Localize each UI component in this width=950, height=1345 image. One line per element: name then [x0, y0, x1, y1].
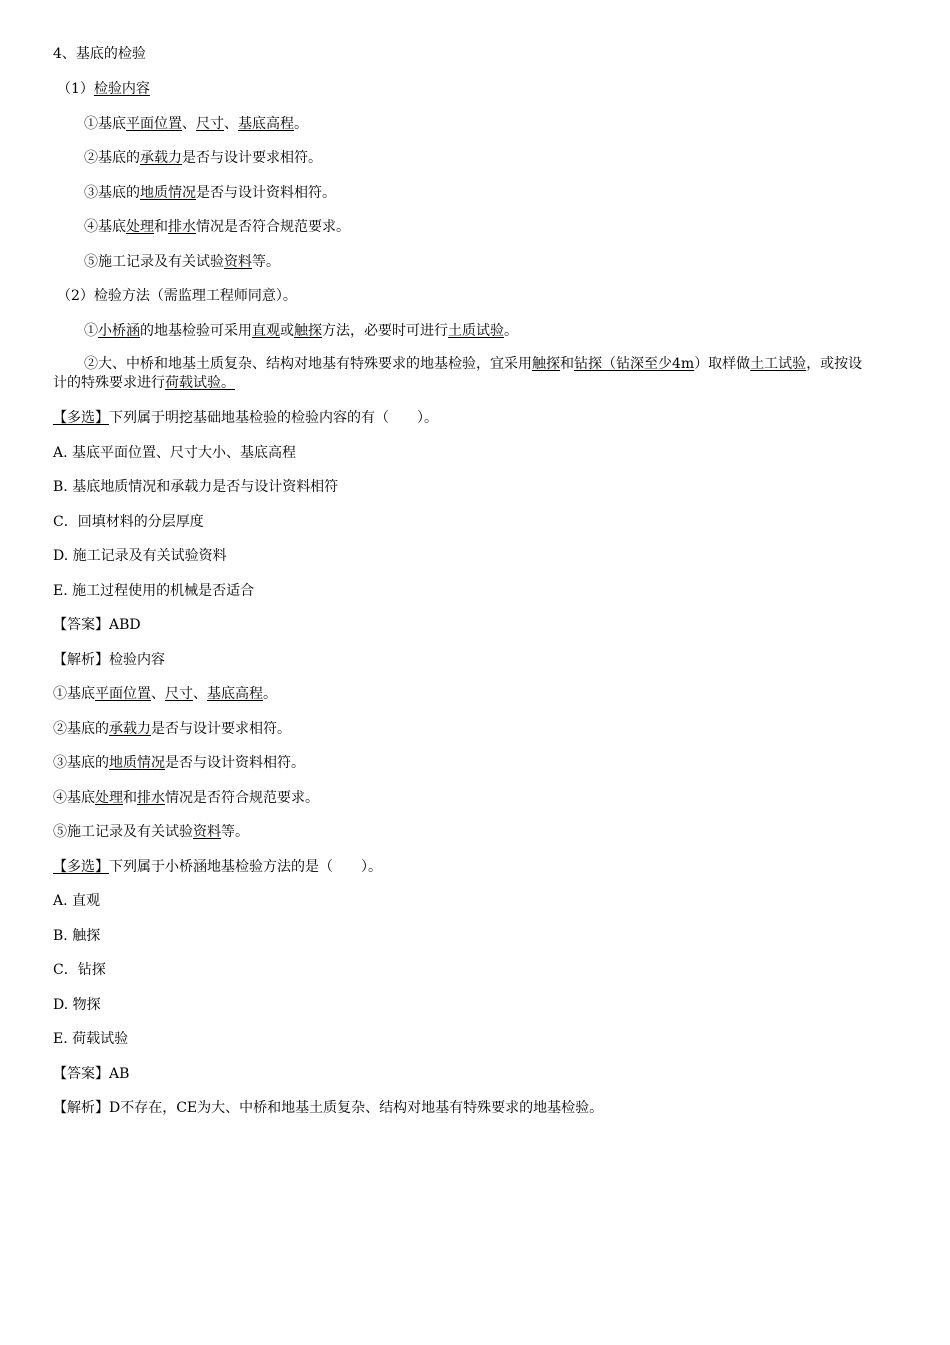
text-segment: 是否与设计要求相符。: [151, 721, 291, 737]
text-segment: ⑤施工记录及有关试验: [53, 824, 193, 840]
section-heading: 4、基底的检验: [53, 46, 146, 62]
underlined-term: 小桥涵: [98, 323, 140, 339]
content-item: [84, 252, 894, 272]
text-segment: 是否与设计资料相符。: [165, 755, 305, 771]
option-d: D. 施工记录及有关试验资料: [53, 548, 227, 564]
text-segment: ④基底: [84, 219, 126, 235]
content-heading-prefix: （1）: [57, 81, 94, 97]
text-segment: ②大、中桥和地基土质复杂、结构对地基有特殊要求的地基检验，宜采用: [84, 356, 532, 372]
text-segment: 等。: [221, 824, 249, 840]
text-segment: 、: [224, 116, 238, 132]
text-segment: ①基底: [53, 686, 95, 702]
question-tag: 【多选】: [53, 859, 109, 875]
text-segment: 和: [154, 219, 168, 235]
underlined-term: 承载力: [109, 721, 151, 737]
method-heading: （2）检验方法（需监理工程师同意）。: [57, 288, 297, 304]
option-d: D. 物探: [53, 997, 101, 1013]
content-item: [84, 148, 894, 168]
text-segment: 、: [182, 116, 196, 132]
text-segment: 、: [151, 686, 165, 702]
answer: 【答案】ABD: [53, 617, 141, 633]
content-item: [84, 217, 894, 237]
content-heading: [57, 79, 867, 99]
underlined-term: 地质情况: [140, 185, 196, 201]
underlined-term: 触探: [532, 356, 560, 372]
underlined-term: 尺寸: [165, 686, 193, 702]
text-segment: 或: [280, 323, 294, 339]
text-segment: 。: [504, 323, 518, 339]
option-b: B. 触探: [53, 928, 101, 944]
text-segment: 是否与设计要求相符。: [182, 150, 322, 166]
text-segment: 。: [263, 686, 277, 702]
text-segment: 情况是否符合规范要求。: [165, 790, 319, 806]
option-a: A. 直观: [53, 893, 101, 909]
text-segment: ②基底的: [53, 721, 109, 737]
underlined-term: 土工试验: [750, 356, 807, 372]
underlined-term: 资料: [224, 254, 252, 270]
text-segment: ②基底的: [84, 150, 140, 166]
text-segment: ⑤施工记录及有关试验: [84, 254, 224, 270]
content-item: [84, 114, 894, 134]
analysis-item: [53, 684, 863, 704]
option-a: A. 基底平面位置、尺寸大小、基底高程: [53, 445, 297, 461]
underlined-term: 资料: [193, 824, 221, 840]
question-tag: 【多选】: [53, 410, 109, 426]
text-segment: ，或按设计的特殊要求进行: [53, 356, 863, 391]
text-segment: ③基底的: [53, 755, 109, 771]
underlined-term: 荷载试验。: [165, 375, 235, 391]
underlined-term: 处理: [126, 219, 154, 235]
underlined-term: 土质试验: [448, 323, 504, 339]
answer: 【答案】AB: [53, 1066, 130, 1082]
question-2: [53, 857, 863, 877]
method-item: [53, 355, 865, 393]
analysis-item: [53, 753, 863, 773]
text-segment: 、: [193, 686, 207, 702]
text-segment: ④基底: [53, 790, 95, 806]
underlined-term: 基底高程: [238, 116, 294, 132]
content-heading-label: 检验内容: [93, 81, 150, 97]
underlined-term: 直观: [252, 323, 280, 339]
text-segment: ①: [84, 323, 98, 339]
underlined-term: 平面位置: [95, 686, 151, 702]
underlined-term: 排水: [168, 219, 196, 235]
text-segment: 等。: [252, 254, 280, 270]
underlined-term: 基底高程: [207, 686, 263, 702]
method-item: [84, 321, 894, 341]
underlined-term: 触探: [294, 323, 322, 339]
underlined-term: 地质情况: [109, 755, 165, 771]
underlined-term: 尺寸: [196, 116, 224, 132]
text-segment: 。: [294, 116, 308, 132]
text-segment: ③基底的: [84, 185, 140, 201]
text-segment: 的地基检验可采用: [140, 323, 252, 339]
analysis-item: [53, 788, 863, 808]
analysis-item: [53, 719, 863, 739]
text-segment: 和: [123, 790, 137, 806]
question-stem: 下列属于小桥涵地基检验方法的是（ ）。: [109, 859, 382, 875]
underlined-term: 平面位置: [126, 116, 182, 132]
text-segment: ）取样做: [694, 356, 751, 372]
text-segment: 和: [560, 356, 574, 372]
question-stem: 下列属于明挖基础地基检验的检验内容的有（ ）。: [109, 410, 438, 426]
text-segment: ①基底: [84, 116, 126, 132]
question-1: [53, 408, 863, 428]
underlined-term: 排水: [137, 790, 165, 806]
option-c: C．回填材料的分层厚度: [53, 514, 204, 530]
text-segment: 情况是否符合规范要求。: [196, 219, 350, 235]
underlined-term: 承载力: [140, 150, 182, 166]
analysis-item: [53, 822, 863, 842]
analysis-heading: 【解析】检验内容: [53, 652, 165, 668]
underlined-term: 钻探（钻深至少4m: [574, 356, 695, 372]
underlined-term: 处理: [95, 790, 123, 806]
option-c: C．钻探: [53, 962, 106, 978]
content-item: [84, 183, 894, 203]
text-segment: 是否与设计资料相符。: [196, 185, 336, 201]
option-e: E. 施工过程使用的机械是否适合: [53, 583, 255, 599]
option-e: E. 荷载试验: [53, 1031, 129, 1047]
text-segment: 方法，必要时可进行: [322, 323, 448, 339]
analysis: 【解析】D不存在，CE为大、中桥和地基土质复杂、结构对地基有特殊要求的地基检验。: [53, 1100, 604, 1116]
option-b: B. 基底地质情况和承载力是否与设计资料相符: [53, 479, 339, 495]
